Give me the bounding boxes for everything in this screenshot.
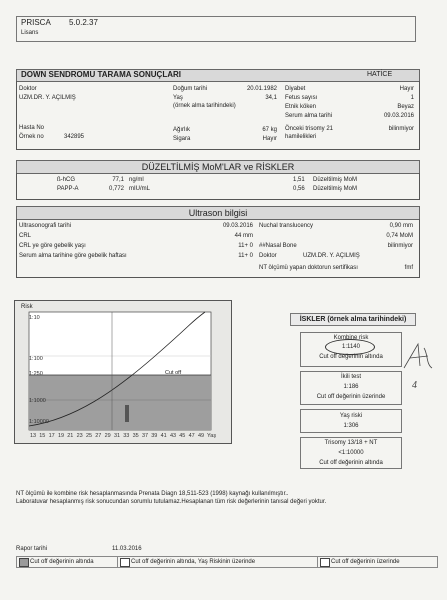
trisomy-box — [300, 437, 402, 469]
risks-title: İSKLER (örnek alma tarihindeki) — [290, 313, 416, 326]
ultrason-table — [16, 219, 420, 278]
chart-x-axis-labels — [30, 433, 204, 439]
dual-test-value: 1:186 — [343, 384, 359, 390]
note-line-2: Laboratuvar hesaplanmış risk sonucundan sorumlu tutulamaz.Hesaplanan tüm risk değerlerinin tanısal değeri yoktur. — [16, 499, 327, 505]
smoking-label: Sigara — [173, 136, 191, 142]
chart-x-label: 41 — [160, 433, 167, 439]
nt-cert-label: NT ölçümü yapan doktorun sertifikası — [259, 265, 358, 271]
dob-value: 20.01.1982 — [246, 86, 277, 92]
chart-x-label: 45 — [179, 433, 186, 439]
diabetes-label: Diyabet — [285, 86, 306, 92]
us-date-value: 09.03.2016 — [222, 223, 253, 229]
dual-test-status: Cut off değerinin üzerinde — [316, 394, 386, 400]
handwritten-annotation — [398, 338, 438, 378]
nt-mom-value: 0,74 MoM — [386, 233, 413, 239]
combined-risk-circle — [325, 339, 375, 355]
mom-section-title: DÜZELTİLMİŞ MoM'LAR ve RİSKLER — [16, 160, 420, 174]
ethnicity-value: Beyaz — [397, 104, 414, 110]
nt-label: Nuchal translucency — [259, 223, 314, 229]
mom-value-pappa: 0,772 — [108, 186, 124, 192]
us-doctor-label: Doktor — [259, 253, 277, 259]
ethnicity-label: Etnik köken — [285, 104, 317, 110]
serum-date-value: 09.03.2016 — [383, 113, 414, 119]
chart-y-label-100: 1:100 — [29, 356, 43, 362]
legend-bar — [16, 556, 438, 568]
mom-unit-pappa: mIU/mL — [129, 186, 150, 192]
ultrason-title: Ultrason bilgisi — [16, 206, 420, 220]
fetus-label: Fetus sayısı — [285, 95, 318, 101]
handwritten-number: 4 — [412, 380, 417, 391]
crl-ga-value: 11+ 0 — [238, 243, 253, 249]
patient-name: HATİCE — [367, 71, 393, 78]
serum-ga-label: Serum alma tarihine göre gebelik haftası — [19, 253, 127, 259]
chart-x-label: 13 — [29, 433, 37, 439]
risks-panel — [290, 313, 416, 466]
trisomy-title: Trisomy 13/18 + NT — [324, 440, 378, 446]
app-name: PRISCA — [21, 18, 51, 27]
note-line-1: NT ölçümü ile kombine risk hesaplanmasında Prenata Diagn 18,511-523 (1998) kaynağı kullanılmıştır.. — [16, 491, 289, 497]
nt-cert-value: fmf — [404, 265, 413, 271]
chart-x-label: 15 — [39, 433, 46, 439]
crl-value: 44 mm — [234, 233, 253, 239]
chart-y-label-10000: 1:10000 — [29, 419, 49, 425]
chart-y-label-10: 1:10 — [29, 315, 40, 321]
legend-swatch-below — [19, 558, 29, 567]
fetus-value: 1 — [410, 95, 414, 101]
chart-x-label: 43 — [169, 433, 177, 439]
hasta-no-label: Hasta No — [19, 125, 45, 131]
crl-ga-label: CRL ye göre gebelik yaşı — [19, 243, 86, 249]
combined-risk-status: Cut off değerinin altında — [319, 354, 383, 360]
diabetes-value: Hayır — [399, 86, 414, 92]
age-risk-box — [300, 409, 402, 433]
mom-val-hcg: 1,51 — [293, 177, 305, 183]
chart-x-label: 33 — [123, 433, 130, 439]
header-box — [16, 16, 416, 42]
license-label: Lisans — [21, 30, 39, 36]
nasal-bone-value: bilinmiyor — [387, 243, 413, 249]
crl-label: CRL — [19, 233, 32, 239]
ornek-no-label: Örnek no — [19, 134, 44, 140]
doctor-label: Doktor — [19, 86, 37, 92]
ornek-no-value: 342895 — [64, 134, 85, 140]
chart-x-label: 25 — [85, 433, 93, 439]
chart-x-label: 17 — [48, 433, 55, 439]
report-date-label: Rapor tarihi — [16, 546, 48, 552]
chart-x-unit: Yaş — [207, 433, 217, 439]
age-risk-title: Yaş riski — [339, 413, 363, 419]
combined-risk-value: 1:1140 — [342, 344, 360, 350]
chart-x-label: 29 — [104, 433, 111, 439]
dual-test-box — [300, 371, 402, 405]
legend-swatch-age — [120, 558, 130, 567]
combined-risk-title: Kombine risk — [333, 335, 369, 341]
report-date-value: 11.03.2016 — [112, 546, 142, 552]
legend-divider-2 — [317, 557, 318, 567]
chart-x-label: 37 — [141, 433, 149, 439]
legend-label-above: Cut off değerinin üzerinde — [331, 559, 400, 565]
chart-x-label: 47 — [188, 433, 195, 439]
nt-value: 0,90 mm — [389, 223, 413, 229]
serum-date-label: Serum alma tarihi — [285, 113, 333, 119]
dob-label: Doğum tarihi — [173, 86, 208, 92]
legend-divider-1 — [117, 557, 118, 567]
chart-x-label: 23 — [76, 433, 83, 439]
age-risk-value: 1:306 — [343, 423, 359, 429]
app-version: 5.0.2.37 — [69, 18, 98, 27]
us-date-label: Ultrasonografi tarihi — [19, 223, 72, 229]
chart-y-label-1000: 1:1000 — [29, 398, 46, 404]
weight-value: 67 kg — [262, 127, 277, 133]
combined-risk-box — [300, 332, 402, 367]
chart-patient-marker — [125, 405, 129, 422]
age-value: 34,1 — [265, 95, 277, 101]
chart-x-label: 31 — [113, 433, 121, 439]
doctor-name: UZM.DR. Y. AÇILMIŞ — [19, 95, 76, 101]
risk-chart-panel — [14, 300, 232, 444]
chart-risk-label: Risk — [21, 304, 33, 310]
mom-marker-pappa: PAPP-A — [57, 186, 79, 192]
legend-label-below: Cut off değerinin altında — [30, 559, 94, 565]
mom-val-pappa: 0,56 — [293, 186, 305, 192]
dual-test-title: İkili test — [340, 374, 361, 380]
mom-lbl-pappa: Düzeltilmiş MoM — [313, 186, 358, 192]
chart-x-label: 21 — [67, 433, 74, 439]
legend-swatch-above — [320, 558, 330, 567]
chart-x-label: 19 — [57, 433, 65, 439]
prev-trisomy-label: Önceki trisomy 21 — [285, 126, 334, 132]
age-label: Yaş — [173, 95, 183, 101]
prev-trisomy-label-2: hamilelikleri — [285, 134, 317, 140]
mom-unit-hcg: ng/ml — [129, 177, 144, 183]
mom-value-hcg: 77,1 — [112, 177, 124, 183]
us-doctor-value: UZM.DR. Y. AÇILMIŞ — [303, 253, 360, 259]
age-note: (örnek alma tarihindeki) — [173, 103, 236, 109]
serum-ga-value: 11+ 0 — [238, 253, 253, 259]
mom-marker-hcg: ß-hCG — [57, 177, 75, 183]
nasal-bone-label: ##Nasal Bone — [259, 243, 297, 249]
mom-lbl-hcg: Düzeltilmiş MoM — [313, 177, 358, 183]
weight-label: Ağırlık — [173, 127, 191, 133]
chart-x-label: 35 — [132, 433, 139, 439]
patient-info — [16, 81, 420, 150]
chart-x-label: 27 — [95, 433, 102, 439]
trisomy-status: Cut off değerinin altında — [319, 460, 383, 466]
risk-chart — [15, 301, 231, 443]
trisomy-value: <1:10000 — [338, 450, 364, 456]
chart-low-risk-area — [29, 375, 211, 430]
mom-table — [16, 173, 420, 200]
prev-trisomy-value: bilinmiyor — [388, 126, 414, 132]
chart-x-label: 39 — [151, 433, 158, 439]
page-title: DOWN SENDROMU TARAMA SONUÇLARI — [21, 70, 181, 79]
chart-cutoff-text: Cut off — [165, 370, 182, 376]
legend-label-age: Cut off değerinin altında, Yaş Riskinin üzerinde — [131, 559, 256, 565]
smoking-value: Hayır — [262, 136, 277, 142]
chart-y-label-250: 1:250 — [29, 371, 43, 377]
chart-x-label: 49 — [197, 433, 205, 439]
